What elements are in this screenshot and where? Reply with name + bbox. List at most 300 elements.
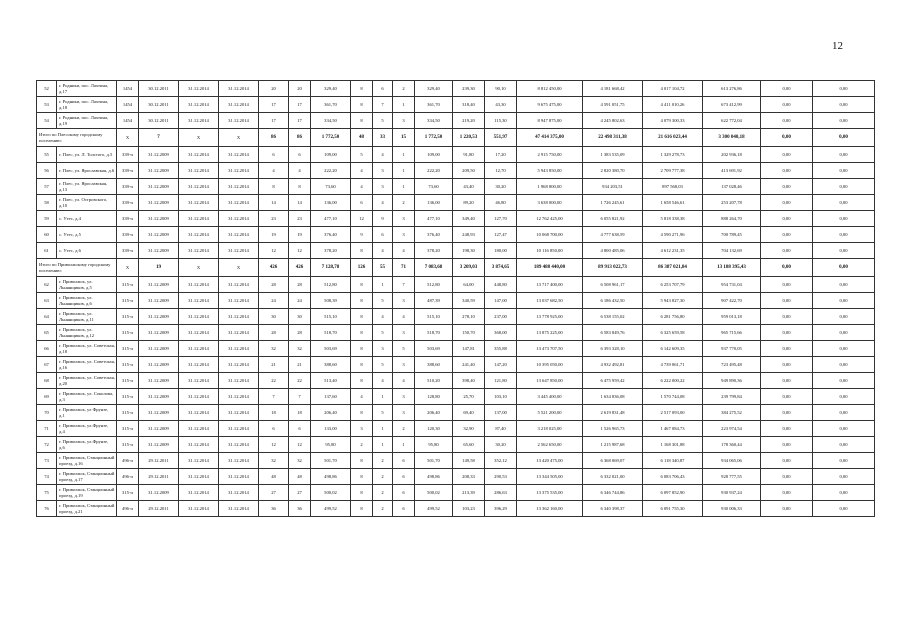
table-cell: 278,10	[453, 309, 485, 325]
table-cell: 29.12.2011	[139, 469, 179, 485]
table-cell: 31.12.2014	[179, 453, 219, 469]
table-cell: 934 065,06	[703, 453, 761, 469]
table-cell: 17,20	[485, 147, 517, 163]
housing-registry-table	[36, 80, 875, 517]
table-cell: 31.12.2014	[179, 277, 219, 293]
table-cell: 907 422,70	[703, 293, 761, 309]
table-cell: 0,00	[813, 195, 875, 211]
table-cell: 930 937,24	[703, 485, 761, 501]
table-cell: 13 647 850,00	[517, 373, 583, 389]
table-cell: 6	[393, 453, 415, 469]
table-cell: 127,70	[485, 211, 517, 227]
address-cell: г. Плес, ул. Ярославская, д.6	[57, 163, 117, 179]
table-cell: 136,00	[415, 195, 453, 211]
table-cell: 5	[373, 293, 393, 309]
table-cell: 0,00	[813, 147, 875, 163]
table-cell: 1454	[117, 97, 139, 113]
table-cell: 31.12.2014	[219, 293, 259, 309]
table-cell: 0,00	[761, 485, 813, 501]
table-cell: 147,81	[453, 341, 485, 357]
table-cell: 0,00	[761, 179, 813, 195]
table-cell: 1 215 987,68	[583, 437, 643, 453]
table-cell: 0,00	[813, 243, 875, 259]
table-cell: 13 473 707,50	[517, 341, 583, 357]
table-cell: 339-п	[117, 147, 139, 163]
table-cell: 6 508 961,17	[583, 277, 643, 293]
table-cell: 513,40	[311, 373, 351, 389]
table-cell: 4	[373, 309, 393, 325]
table-cell: 10 068 700,00	[517, 227, 583, 243]
address-cell: г. Приволжск, ул. Советская, д.16	[57, 357, 117, 373]
table-cell: 388,60	[415, 357, 453, 373]
table-row	[37, 485, 875, 501]
table-cell: 0,00	[761, 113, 813, 129]
address-cell: г. Приволжск, ул. Соколова, д.3	[57, 389, 117, 405]
table-cell: 31.12.2014	[219, 309, 259, 325]
table-cell: 223 974,54	[703, 421, 761, 437]
table-cell: 1454	[117, 113, 139, 129]
table-cell: 3	[351, 421, 373, 437]
table-cell: 6	[259, 147, 289, 163]
table-cell: 5 818 338,38	[643, 211, 703, 227]
table-cell: 253 207,78	[703, 195, 761, 211]
table-cell: 239 799,84	[703, 389, 761, 405]
table-cell: 137,60	[311, 389, 351, 405]
table-cell: 147,00	[485, 293, 517, 309]
table-cell: 4	[393, 373, 415, 389]
table-cell: 31.12.2014	[219, 81, 259, 97]
table-cell: 248,93	[453, 227, 485, 243]
table-cell: 31.12.2009	[139, 405, 179, 421]
table-cell: 30,20	[485, 437, 517, 453]
table-row	[37, 453, 875, 469]
table-cell: 8	[351, 277, 373, 293]
table-cell: 31.12.2014	[179, 437, 219, 453]
table-cell: 30.12.2011	[139, 97, 179, 113]
row-number-cell: 69	[37, 389, 57, 405]
table-row	[37, 97, 875, 113]
table-cell: 21	[289, 357, 311, 373]
row-number-cell: 70	[37, 405, 57, 421]
table-row	[37, 227, 875, 243]
subtotal-cell: 426	[289, 259, 311, 277]
table-cell: 286,63	[485, 485, 517, 501]
subtotal-cell: 33	[373, 129, 393, 147]
table-cell: 29.12.2011	[139, 453, 179, 469]
table-cell: 2	[373, 453, 393, 469]
table-cell: 21	[259, 357, 289, 373]
table-cell: 137,00	[485, 405, 517, 421]
table-cell: 202 936,18	[703, 147, 761, 163]
subtotal-label: Итого по Плесскому городскому поселению:	[37, 129, 117, 147]
table-cell: 7	[259, 389, 289, 405]
table-cell: 31.12.2009	[139, 325, 179, 341]
table-cell: 3 638 000,00	[517, 195, 583, 211]
table-cell: 17	[289, 113, 311, 129]
table-cell: 31.12.2014	[219, 179, 259, 195]
table-cell: 31.12.2014	[179, 147, 219, 163]
table-cell: 13 344 505,00	[517, 469, 583, 485]
table-cell: 1454	[117, 81, 139, 97]
table-cell: 361,70	[415, 97, 453, 113]
table-cell: 24	[259, 293, 289, 309]
table-cell: 9	[351, 227, 373, 243]
table-cell: 28	[259, 277, 289, 293]
address-cell: с. Утес, д.4	[57, 211, 117, 227]
address-cell: г. Приволжск, Станционный проезд, д.17	[57, 469, 117, 485]
table-cell: 12	[289, 437, 311, 453]
table-cell: 7	[393, 277, 415, 293]
subtotal-cell: 55	[373, 259, 393, 277]
table-cell: 13 362 160,00	[517, 501, 583, 517]
table-cell: 334,50	[415, 113, 453, 129]
table-cell: 5	[373, 405, 393, 421]
table-cell: 0,00	[761, 227, 813, 243]
table-cell: 2 517 093,00	[643, 405, 703, 421]
table-cell: 2 820 380,70	[583, 163, 643, 179]
table-cell: 477,10	[415, 211, 453, 227]
table-cell: 219,20	[453, 113, 485, 129]
table-row	[37, 309, 875, 325]
table-cell: 64,00	[453, 277, 485, 293]
table-cell: 241,40	[453, 357, 485, 373]
table-cell: 673 412,99	[703, 97, 761, 113]
table-row	[37, 389, 875, 405]
table-cell: 6 097 852,90	[643, 485, 703, 501]
table-cell: 339-п	[117, 227, 139, 243]
table-cell: 4 612 231,35	[643, 243, 703, 259]
table-cell: 87,40	[485, 421, 517, 437]
table-cell: 6 142 609,35	[643, 341, 703, 357]
table-cell: 8	[351, 113, 373, 129]
table-cell: 12 762 425,00	[517, 211, 583, 227]
table-cell: 4 590 271,96	[643, 227, 703, 243]
table-cell: 3	[393, 227, 415, 243]
address-cell: г. Приволжск, ул. Льнянщиков, д.6	[57, 293, 117, 309]
table-row	[37, 211, 875, 227]
table-cell: 222,20	[415, 163, 453, 179]
table-cell: 31.12.2009	[139, 195, 179, 211]
table-cell: 5	[373, 325, 393, 341]
table-cell: 6 368 069,07	[583, 453, 643, 469]
table-cell: 24	[289, 293, 311, 309]
table-cell: 8 947 875,00	[517, 113, 583, 129]
table-cell: 6 253 707,79	[643, 277, 703, 293]
table-row	[37, 293, 875, 309]
row-number-cell: 62	[37, 277, 57, 293]
table-cell: 8 812 450,00	[517, 81, 583, 97]
table-cell: 27	[259, 485, 289, 501]
table-cell: 6 083 706,43	[643, 469, 703, 485]
table-cell: 496-п	[117, 469, 139, 485]
subtotal-cell: 1 220,53	[453, 129, 485, 147]
table-cell: 501,70	[415, 453, 453, 469]
subtotal-cell: 48	[351, 129, 373, 147]
table-cell: 0,00	[813, 453, 875, 469]
table-cell: 477,10	[311, 211, 351, 227]
table-cell: 0,00	[813, 373, 875, 389]
table-row	[37, 405, 875, 421]
subtotal-cell: 0,00	[813, 259, 875, 277]
address-cell: с. Утес, д.6	[57, 243, 117, 259]
row-number-cell: 57	[37, 179, 57, 195]
subtotal-cell: 0,00	[813, 129, 875, 147]
table-cell: 0,00	[761, 357, 813, 373]
table-cell: 0,00	[813, 179, 875, 195]
table-cell: 378,20	[415, 243, 453, 259]
table-cell: 0,00	[813, 437, 875, 453]
table-row	[37, 501, 875, 517]
row-number-cell: 54	[37, 113, 57, 129]
table-cell: 31.12.2014	[179, 179, 219, 195]
table-cell: 31.12.2009	[139, 421, 179, 437]
address-cell: г. Приволжск, ул Фрунзе, д.1	[57, 405, 117, 421]
table-cell: 48	[259, 469, 289, 485]
table-cell: 315-п	[117, 293, 139, 309]
subtotal-cell: Х	[219, 129, 259, 147]
table-cell: 6	[289, 421, 311, 437]
address-cell: г. Приволжск, ул.Фрунзе, д.6	[57, 437, 117, 453]
table-cell: 329,40	[311, 81, 351, 97]
subtotal-cell: 0,00	[761, 129, 813, 147]
row-number-cell: 61	[37, 243, 57, 259]
table-cell: 368,00	[485, 325, 517, 341]
table-cell: 147,20	[485, 357, 517, 373]
subtotal-cell: 86	[289, 129, 311, 147]
table-cell: 3	[393, 325, 415, 341]
table-cell: 8	[351, 501, 373, 517]
subtotal-cell: Х	[117, 259, 139, 277]
table-cell: 704 132,69	[703, 243, 761, 259]
table-cell: 6 055 821,92	[583, 211, 643, 227]
table-cell: 0,00	[761, 277, 813, 293]
table-cell: 22	[259, 373, 289, 389]
table-cell: 496-п	[117, 453, 139, 469]
table-cell: 13 717 400,00	[517, 277, 583, 293]
table-cell: 1 168 301,88	[643, 437, 703, 453]
table-cell: 28	[289, 277, 311, 293]
table-cell: 13 375 535,00	[517, 485, 583, 501]
address-cell: с. Утес, д.5	[57, 227, 117, 243]
subtotal-cell: 47 414 375,00	[517, 129, 583, 147]
table-cell: 31.12.2014	[179, 97, 219, 113]
table-cell: 6	[351, 195, 373, 211]
table-cell: 0,00	[761, 453, 813, 469]
table-cell: 120,30	[415, 421, 453, 437]
table-cell: 318,40	[453, 97, 485, 113]
table-cell: 31.12.2009	[139, 277, 179, 293]
table-cell: 31.12.2014	[179, 195, 219, 211]
table-cell: 150,70	[453, 325, 485, 341]
table-cell: 290,53	[485, 469, 517, 485]
table-cell: 339-п	[117, 179, 139, 195]
table-cell: 0,00	[761, 501, 813, 517]
table-cell: 0,00	[761, 293, 813, 309]
table-cell: 31.12.2009	[139, 179, 179, 195]
table-cell: 25,70	[453, 389, 485, 405]
row-number-cell: 71	[37, 421, 57, 437]
table-cell: 6	[289, 147, 311, 163]
subtotal-cell: 426	[259, 259, 289, 277]
table-cell: 897 568,03	[643, 179, 703, 195]
table-cell: 723 495,48	[703, 357, 761, 373]
table-cell: 6 186 432,50	[583, 293, 643, 309]
table-cell: 339-п	[117, 163, 139, 179]
table-cell: 31.12.2014	[219, 195, 259, 211]
table-cell: 2 619 831,48	[583, 405, 643, 421]
table-cell: 4	[373, 373, 393, 389]
table-cell: 31.12.2009	[139, 227, 179, 243]
table-cell: 31.12.2014	[219, 437, 259, 453]
subtotal-cell: Х	[179, 129, 219, 147]
table-cell: 12,70	[485, 163, 517, 179]
table-cell: 339-п	[117, 211, 139, 227]
table-cell: 0,00	[761, 373, 813, 389]
table-cell: 0,00	[813, 113, 875, 129]
table-cell: 0,00	[813, 81, 875, 97]
table-cell: 8	[351, 309, 373, 325]
table-cell: 8	[351, 243, 373, 259]
table-cell: 315-п	[117, 357, 139, 373]
table-cell: 127,47	[485, 227, 517, 243]
table-cell: 1	[373, 389, 393, 405]
table-cell: 3 218 025,00	[517, 421, 583, 437]
subtotal-cell: 89 913 022,73	[583, 259, 643, 277]
table-row	[37, 421, 875, 437]
table-cell: 31.12.2014	[219, 243, 259, 259]
table-cell: 2	[351, 437, 373, 453]
table-cell: 31.12.2009	[139, 163, 179, 179]
table-cell: 3	[393, 405, 415, 421]
table-cell: 2	[393, 421, 415, 437]
table-cell: 32	[289, 341, 311, 357]
subtotal-cell: 3 300 040,18	[703, 129, 761, 147]
table-cell: 31.12.2014	[179, 469, 219, 485]
table-cell: 31.12.2014	[219, 469, 259, 485]
table-cell: 0,00	[813, 211, 875, 227]
table-cell: 31.12.2014	[219, 147, 259, 163]
table-cell: 8	[351, 325, 373, 341]
table-cell: 31.12.2014	[219, 325, 259, 341]
table-cell: 378,20	[311, 243, 351, 259]
table-cell: 178 360,44	[703, 437, 761, 453]
table-cell: 8	[351, 453, 373, 469]
table-cell: 0,00	[761, 341, 813, 357]
table-cell: 6	[393, 485, 415, 501]
table-cell: 31.12.2014	[179, 405, 219, 421]
table-cell: 213,39	[453, 485, 485, 501]
table-cell: 31.12.2009	[139, 309, 179, 325]
table-cell: 4	[373, 243, 393, 259]
table-cell: 329,40	[415, 81, 453, 97]
table-cell: 31.12.2014	[219, 405, 259, 421]
table-cell: 0,00	[813, 405, 875, 421]
table-cell: 930 006,33	[703, 501, 761, 517]
subtotal-cell: 551,97	[485, 129, 517, 147]
table-cell: 5	[351, 147, 373, 163]
table-cell: 13 875 225,00	[517, 325, 583, 341]
table-cell: 3 445 400,00	[517, 389, 583, 405]
table-cell: 6 538 155,02	[583, 309, 643, 325]
table-cell: 376,40	[415, 227, 453, 243]
table-cell: 48	[289, 469, 311, 485]
table-cell: 0,00	[761, 147, 813, 163]
subtotal-cell: 0,00	[761, 259, 813, 277]
table-cell: 0,00	[761, 309, 813, 325]
table-cell: 31.12.2014	[219, 277, 259, 293]
table-cell: 31.12.2009	[139, 243, 179, 259]
table-cell: 315-п	[117, 485, 139, 501]
subtotal-cell: 86	[259, 129, 289, 147]
subtotal-cell: 1 772,50	[311, 129, 351, 147]
table-cell: 237,00	[485, 309, 517, 325]
table-cell: 208,33	[453, 469, 485, 485]
table-row	[37, 179, 875, 195]
table-cell: 1 658 546,61	[643, 195, 703, 211]
subtotal-label: Итого по Приволжскому городскому поселению:	[37, 259, 117, 277]
table-cell: 91,80	[453, 147, 485, 163]
table-cell: 622 772,04	[703, 113, 761, 129]
table-cell: 1 968 800,00	[517, 179, 583, 195]
table-cell: 448,80	[485, 277, 517, 293]
table-cell: 6	[393, 469, 415, 485]
table-cell: 32	[289, 453, 311, 469]
table-cell: 2	[393, 81, 415, 97]
table-cell: 6 332 021,00	[583, 469, 643, 485]
table-cell: 6 118 340,87	[643, 453, 703, 469]
table-cell: 31.12.2014	[179, 293, 219, 309]
table-cell: 6	[373, 81, 393, 97]
table-cell: 6 340 398,37	[583, 501, 643, 517]
row-number-cell: 74	[37, 469, 57, 485]
table-cell: 31.12.2014	[179, 501, 219, 517]
table-cell: 2	[393, 195, 415, 211]
table-cell: 508,39	[311, 293, 351, 309]
table-cell: 6 583 849,76	[583, 325, 643, 341]
table-cell: 31.12.2014	[219, 389, 259, 405]
table-cell: 1 467 084,73	[643, 421, 703, 437]
table-cell: 4	[259, 163, 289, 179]
table-cell: 1	[373, 277, 393, 293]
table-cell: 46,80	[485, 195, 517, 211]
table-cell: 1	[393, 163, 415, 179]
table-cell: 0,00	[813, 485, 875, 501]
table-cell: 8	[351, 293, 373, 309]
table-cell: 3	[373, 163, 393, 179]
address-cell: г. Приволжск, Станционный проезд, д.21	[57, 501, 117, 517]
row-number-cell: 59	[37, 211, 57, 227]
table-cell: 4 181 668,42	[583, 81, 643, 97]
table-cell: 8	[351, 97, 373, 113]
table-cell: 503,69	[415, 341, 453, 357]
table-cell: 8	[351, 341, 373, 357]
address-cell: г. Плес, ул. Островского, д.10	[57, 195, 117, 211]
table-cell: 31.12.2009	[139, 293, 179, 309]
table-cell: 12	[351, 211, 373, 227]
row-number-cell: 72	[37, 437, 57, 453]
table-cell: 73,60	[415, 179, 453, 195]
table-cell: 95,80	[415, 437, 453, 453]
table-cell: 121,80	[485, 373, 517, 389]
table-cell: 503,69	[311, 341, 351, 357]
address-cell: г. Приволжск, Станционный проезд, д.16	[57, 453, 117, 469]
table-cell: 4 800 485,06	[583, 243, 643, 259]
table-cell: 928 777,55	[703, 469, 761, 485]
table-cell: 0,00	[761, 97, 813, 113]
table-cell: 518,70	[311, 325, 351, 341]
table-cell: 1	[393, 97, 415, 113]
table-cell: 0,00	[813, 389, 875, 405]
